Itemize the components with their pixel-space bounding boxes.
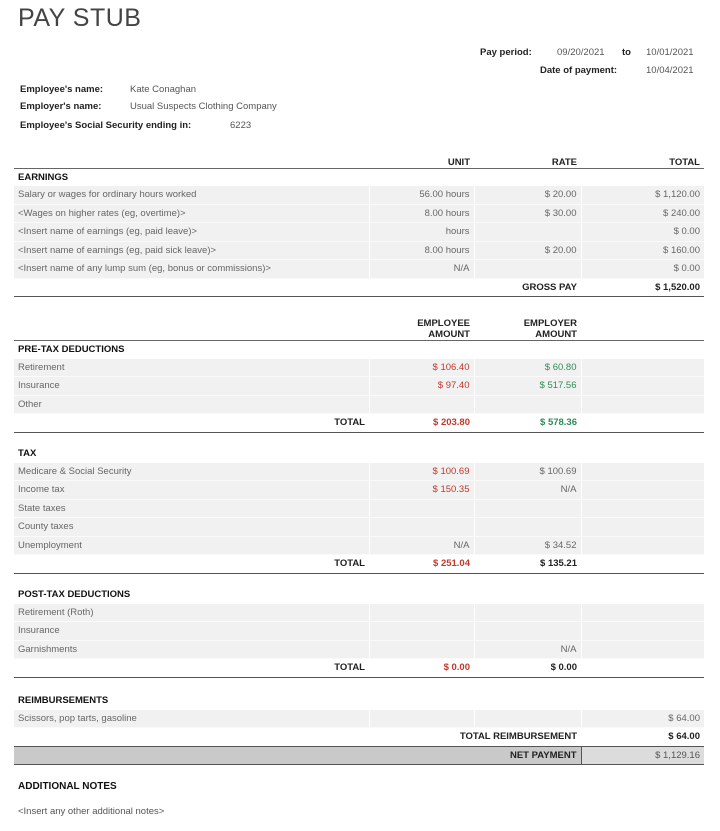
pretax-section-title: PRE-TAX DEDUCTIONS <box>14 341 369 359</box>
table-row <box>14 481 704 500</box>
employer-amount <box>474 395 581 414</box>
pay-period-end: 10/01/2021 <box>646 47 694 58</box>
total-reimbursement-label: TOTAL REIMBURSEMENT <box>459 731 577 743</box>
pay-period-to: to <box>622 47 631 58</box>
tax-name: Unemployment <box>14 536 369 555</box>
earning-total: $ 160.00 <box>581 241 704 260</box>
earning-name: <Insert name of earnings (eg, paid sick leave)> <box>14 241 369 260</box>
earning-unit: 8.00 hours <box>369 204 474 223</box>
table-row <box>14 395 704 414</box>
employer-amount: N/A <box>474 640 581 659</box>
employee-amount: N/A <box>369 536 474 555</box>
pretax-table <box>14 308 704 433</box>
tax-total-label: TOTAL <box>14 555 369 574</box>
additional-notes-heading: ADDITIONAL NOTES <box>18 781 117 792</box>
pretax-total-employer: $ 578.36 <box>474 414 581 433</box>
earning-unit: N/A <box>369 260 474 279</box>
earning-name: Salary or wages for ordinary hours worked <box>14 186 369 204</box>
tax-total-employer: $ 135.21 <box>474 555 581 574</box>
rate-header: RATE <box>551 156 577 168</box>
table-row <box>14 204 704 223</box>
tax-name: State taxes <box>14 499 369 518</box>
employee-amount: $ 150.35 <box>369 481 474 500</box>
table-row <box>14 710 704 728</box>
earning-total: $ 0.00 <box>581 260 704 279</box>
date-of-payment-label: Date of payment: <box>540 65 618 76</box>
earning-rate <box>474 260 581 279</box>
employer-amount: $ 100.69 <box>474 463 581 481</box>
posttax-total-label: TOTAL <box>14 659 369 678</box>
table-row <box>14 186 704 204</box>
earning-unit: 56.00 hours <box>369 186 474 204</box>
employee-amount: $ 100.69 <box>369 463 474 481</box>
reimbursement-name: Scissors, pop tarts, gasoline <box>14 710 369 728</box>
earning-unit: 8.00 hours <box>369 241 474 260</box>
table-row <box>14 359 704 377</box>
gross-pay-label: GROSS PAY <box>474 278 581 297</box>
posttax-total-employee: $ 0.00 <box>369 659 474 678</box>
employer-amount <box>474 499 581 518</box>
employer-amount: N/A <box>474 481 581 500</box>
employee-amount <box>369 395 474 414</box>
employer-name-label: Employer's name: <box>20 101 102 112</box>
employer-amount <box>474 622 581 641</box>
deduction-name: Retirement (Roth) <box>14 604 369 622</box>
earning-name: <Insert name of earnings (eg, paid leave)> <box>14 223 369 242</box>
net-payment-value: $ 1,129.16 <box>581 746 704 765</box>
employee-amount: $ 106.40 <box>369 359 474 377</box>
employee-name-value: Kate Conaghan <box>130 84 197 95</box>
employer-name-value: Usual Suspects Clothing Company <box>130 101 277 112</box>
pretax-total-label: TOTAL <box>14 414 369 433</box>
reimbursements-section-title: REIMBURSEMENTS <box>18 695 109 707</box>
deduction-name: Insurance <box>14 622 369 641</box>
posttax-total-employer: $ 0.00 <box>474 659 581 678</box>
table-row <box>14 622 704 641</box>
earning-name: <Insert name of any lump sum (eg, bonus or commissions)> <box>14 260 369 279</box>
reimbursement-total: $ 64.00 <box>581 710 704 728</box>
employer-amount: $ 34.52 <box>474 536 581 555</box>
page-title: PAY STUB <box>18 4 142 32</box>
employee-amount: $ 97.40 <box>369 377 474 396</box>
table-row <box>14 518 704 537</box>
total-reimbursement-value: $ 64.00 <box>668 731 700 743</box>
tax-name: Income tax <box>14 481 369 500</box>
earning-unit: hours <box>369 223 474 242</box>
posttax-table <box>14 586 704 678</box>
table-row <box>14 499 704 518</box>
employer-amount <box>474 604 581 622</box>
reimbursements-table <box>14 692 704 765</box>
tax-total-employee: $ 251.04 <box>369 555 474 574</box>
employer-amount: $ 60.80 <box>474 359 581 377</box>
table-row <box>14 377 704 396</box>
posttax-section-title: POST-TAX DEDUCTIONS <box>18 589 131 601</box>
employer-amount <box>474 518 581 537</box>
ssn-label: Employee's Social Security ending in: <box>20 120 192 131</box>
table-row <box>14 223 704 242</box>
earning-name: <Wages on higher rates (eg, overtime)> <box>14 204 369 223</box>
earnings-table <box>14 150 704 297</box>
employee-amount <box>369 604 474 622</box>
additional-notes-text: <Insert any other additional notes> <box>18 806 165 817</box>
pretax-total-employee: $ 203.80 <box>369 414 474 433</box>
earning-rate <box>474 223 581 242</box>
pay-period-start: 09/20/2021 <box>557 47 605 58</box>
tax-table <box>14 445 704 574</box>
date-of-payment-value: 10/04/2021 <box>646 65 694 76</box>
table-row <box>14 536 704 555</box>
table-row <box>14 604 704 622</box>
pay-period-label: Pay period: <box>480 47 532 58</box>
employer-amount-header-line2: AMOUNT <box>535 329 577 340</box>
gross-pay-value: $ 1,520.00 <box>581 278 704 297</box>
employer-amount-header-line1: EMPLOYER <box>523 318 577 329</box>
deduction-name: Garnishments <box>14 640 369 659</box>
tax-name: County taxes <box>14 518 369 537</box>
table-row <box>14 260 704 279</box>
tax-section-title: TAX <box>18 448 37 460</box>
deduction-name: Retirement <box>14 359 369 377</box>
net-payment-row <box>14 746 704 765</box>
employer-amount: $ 517.56 <box>474 377 581 396</box>
employee-amount-header-line2: AMOUNT <box>428 329 470 340</box>
earning-rate: $ 20.00 <box>474 241 581 260</box>
tax-name: Medicare & Social Security <box>14 463 369 481</box>
employee-amount <box>369 622 474 641</box>
earnings-section-title: EARNINGS <box>14 168 369 186</box>
table-row <box>14 463 704 481</box>
employee-amount <box>369 499 474 518</box>
table-row <box>14 241 704 260</box>
employee-name-label: Employee's name: <box>20 84 104 95</box>
ssn-value: 6223 <box>230 120 252 131</box>
deduction-name: Insurance <box>14 377 369 396</box>
earning-total: $ 1,120.00 <box>581 186 704 204</box>
employee-amount <box>369 518 474 537</box>
employee-amount <box>369 640 474 659</box>
earning-rate: $ 20.00 <box>474 186 581 204</box>
earning-total: $ 240.00 <box>581 204 704 223</box>
deduction-name: Other <box>14 395 369 414</box>
table-row <box>14 640 704 659</box>
total-header: TOTAL <box>669 156 700 168</box>
earning-rate: $ 30.00 <box>474 204 581 223</box>
employee-amount-header-line1: EMPLOYEE <box>417 318 470 329</box>
unit-header: UNIT <box>447 156 470 168</box>
earning-total: $ 0.00 <box>581 223 704 242</box>
net-payment-label: NET PAYMENT <box>474 746 581 765</box>
